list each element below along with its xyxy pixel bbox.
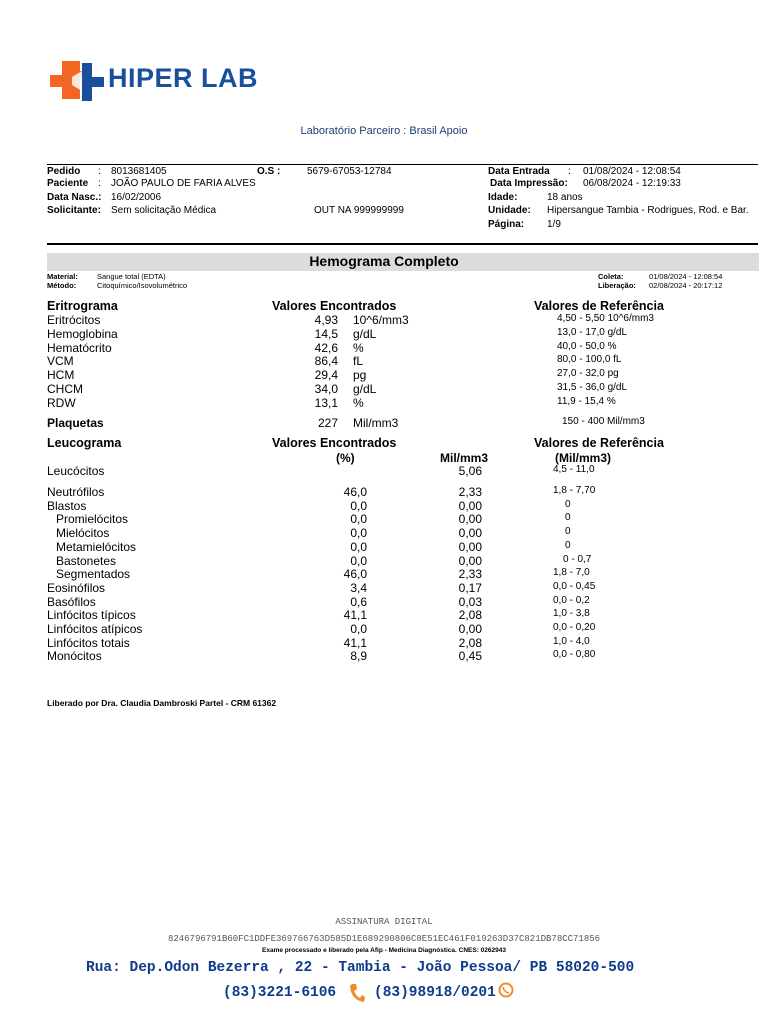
coleta-label: Coleta: bbox=[598, 272, 624, 281]
leuco-name: Monócitos bbox=[47, 649, 102, 664]
nasc-value: 16/02/2006 bbox=[111, 192, 162, 203]
eritro-name: HCM bbox=[47, 368, 75, 383]
eritro-ref: 40,0 - 50,0 % bbox=[557, 340, 617, 352]
eritro-unit: % bbox=[353, 340, 364, 355]
exam-title: Hemograma Completo bbox=[309, 253, 459, 269]
eritro-ref: 13,0 - 17,0 g/dL bbox=[557, 326, 628, 338]
metodo-value: Citoquímico/Isovolumétrico bbox=[97, 281, 188, 290]
eritro-name: Hemoglobina bbox=[47, 326, 118, 341]
eritro-ref: 11,9 - 15,4 % bbox=[557, 395, 616, 407]
leucocitos-ref: 4,5 - 11,0 bbox=[553, 464, 595, 475]
leuco-ref: 0,0 - 0,45 bbox=[553, 580, 596, 592]
eritro-ref: 31,5 - 36,0 g/dL bbox=[557, 382, 628, 393]
address: Rua: Dep.Odon Bezerra , 22 - Tambia - João Pessoa/ PB 58020-500 bbox=[86, 960, 635, 976]
material-value: Sangue total (EDTA) bbox=[97, 272, 166, 281]
phone-icon bbox=[349, 983, 365, 1003]
leuco-abs: 0,17 bbox=[458, 580, 482, 595]
eritro-unit: g/dL bbox=[353, 382, 377, 396]
leuco-pct: 0,6 bbox=[350, 594, 367, 609]
entrada-label: Data Entrada bbox=[488, 166, 550, 177]
eritro-ref: 27,0 - 32,0 pg bbox=[557, 368, 619, 380]
pedido-label: Pedido bbox=[47, 166, 81, 177]
impressao-label: Data Impressão: bbox=[490, 178, 568, 189]
leuco-ref: 0,0 - 0,2 bbox=[553, 594, 590, 606]
leuco-name: Metamielócitos bbox=[56, 539, 137, 554]
refunit-heading: (Mil/mm3) bbox=[555, 451, 612, 465]
pct-heading: (%) bbox=[336, 451, 355, 465]
eritro-value: 14,5 bbox=[314, 326, 338, 341]
paciente-value: JOÃO PAULO DE FARIA ALVES bbox=[111, 178, 256, 189]
eritro-value: 29,4 bbox=[314, 368, 338, 383]
leuco-ref: 1,0 - 4,0 bbox=[553, 635, 590, 647]
leuco-pct: 46,0 bbox=[343, 485, 367, 499]
eritro-name: Hematócrito bbox=[47, 340, 112, 355]
whatsapp: (83)98918/0201 bbox=[374, 985, 496, 1001]
leuco-ref: 0 bbox=[565, 498, 571, 510]
leuco-abs: 0,00 bbox=[458, 512, 482, 527]
brand-name: HIPER LAB bbox=[108, 63, 259, 93]
plaquetas-label: Plaquetas bbox=[47, 416, 104, 430]
plaquetas-unit: Mil/mm3 bbox=[353, 416, 399, 430]
signature-label: ASSINATURA DIGITAL bbox=[335, 917, 433, 927]
eritro-unit: g/dL bbox=[353, 326, 377, 341]
phone: (83)3221-6106 bbox=[223, 985, 337, 1001]
leuco-pct: 0,0 bbox=[350, 498, 367, 513]
eritro-name: RDW bbox=[47, 395, 76, 410]
eritro-unit: fL bbox=[353, 354, 364, 369]
leuco-pct: 8,9 bbox=[350, 649, 367, 664]
leuco-ref: 0,0 - 0,80 bbox=[553, 649, 596, 661]
leuco-ref: 1,8 - 7,0 bbox=[553, 567, 590, 579]
solicitante-value: Sem solicitação Médica bbox=[111, 205, 217, 216]
leuco-ref: 0,0 - 0,20 bbox=[553, 622, 596, 633]
leuco-name: Promielócitos bbox=[56, 512, 129, 527]
os-value: 5679-67053-12784 bbox=[307, 166, 392, 177]
eritro-ref-heading: Valores de Referência bbox=[534, 299, 664, 313]
leuco-name: Basófilos bbox=[47, 594, 96, 609]
unidade-value: Hipersangue Tambia - Rodrigues, Rod. e Bar. bbox=[547, 205, 749, 216]
logo-cross-icon bbox=[48, 55, 108, 105]
leuco-pct: 3,4 bbox=[350, 580, 367, 595]
eritro-value: 42,6 bbox=[314, 340, 338, 355]
leuco-ref: 0 bbox=[565, 512, 571, 524]
eritro-name: VCM bbox=[47, 354, 74, 369]
eritro-name: Eritrócitos bbox=[47, 313, 101, 327]
leuco-name: Linfócitos atípicos bbox=[47, 622, 143, 636]
leuco-ref: 0 bbox=[565, 539, 571, 551]
pagina-label: Página: bbox=[488, 219, 525, 230]
leuco-name: Linfócitos típicos bbox=[47, 608, 136, 623]
leuco-name: Blastos bbox=[47, 498, 87, 513]
leuco-pct: 41,1 bbox=[343, 635, 367, 650]
eritro-ref: 80,0 - 100,0 fL bbox=[557, 354, 622, 366]
leuco-name: Mielócitos bbox=[56, 526, 110, 541]
leucocitos-value: 5,06 bbox=[458, 464, 482, 478]
nasc-label: Data Nasc.: bbox=[47, 192, 102, 203]
leuco-abs: 2,33 bbox=[458, 485, 482, 499]
eritro-found-heading: Valores Encontrados bbox=[272, 299, 397, 313]
plaquetas-value: 227 bbox=[317, 416, 338, 430]
eritro-unit: pg bbox=[353, 368, 367, 383]
eritro-unit: 10^6/mm3 bbox=[353, 313, 409, 327]
leuco-pct: 41,1 bbox=[343, 608, 367, 623]
coleta-value: 01/08/2024 - 12:08:54 bbox=[649, 272, 723, 281]
leuco-ref: 0 bbox=[565, 526, 571, 538]
leuco-pct: 0,0 bbox=[350, 553, 367, 568]
idade-label: Idade: bbox=[488, 192, 518, 203]
leuco-ref-heading: Valores de Referência bbox=[534, 436, 664, 450]
leuco-name: Segmentados bbox=[56, 567, 131, 582]
eritro-unit: % bbox=[353, 395, 364, 410]
eritro-value: 4,93 bbox=[314, 313, 338, 327]
impressao-value: 06/08/2024 - 12:19:33 bbox=[583, 178, 681, 189]
os-label: O.S : bbox=[257, 166, 281, 177]
processed-note: Exame processado e liberado pela Afip - Medicina Diagnóstica. CNES: 0262943 bbox=[262, 947, 506, 954]
leuco-found-heading: Valores Encontrados bbox=[272, 436, 397, 450]
eritro-value: 13,1 bbox=[314, 395, 338, 410]
eritro-ref: 4,50 - 5,50 10^6/mm3 bbox=[557, 313, 654, 324]
paciente-label: Paciente bbox=[47, 178, 89, 189]
leuco-name: Bastonetes bbox=[56, 553, 117, 568]
leuco-abs: 0,00 bbox=[458, 553, 482, 568]
leuco-abs: 2,08 bbox=[458, 635, 482, 650]
liberacao-label: Liberação: bbox=[598, 281, 636, 290]
pagina-value: 1/9 bbox=[547, 219, 561, 230]
leuco-abs: 2,08 bbox=[458, 608, 482, 623]
out-value: OUT NA 999999999 bbox=[314, 205, 404, 216]
eritro-value: 86,4 bbox=[314, 354, 338, 369]
leuco-pct: 0,0 bbox=[350, 526, 367, 541]
mil-heading: Mil/mm3 bbox=[440, 451, 489, 465]
leuco-ref: 1,0 - 3,8 bbox=[553, 608, 590, 620]
pedido-value: 8013681405 bbox=[111, 166, 167, 177]
liberacao-value: 02/08/2024 - 20:17:12 bbox=[649, 281, 723, 290]
material-label: Material: bbox=[47, 272, 78, 281]
leucograma-heading: Leucograma bbox=[47, 436, 122, 450]
leuco-ref: 1,8 - 7,70 bbox=[553, 485, 596, 496]
leuco-abs: 0,45 bbox=[458, 649, 482, 664]
leuco-pct: 0,0 bbox=[350, 512, 367, 527]
leuco-abs: 0,00 bbox=[458, 526, 482, 541]
signature-hash: 8246796791B60FC1DDFE369766763D585D1E689290806C8E51EC461F019263D37C821DB78CC71856 bbox=[167, 934, 601, 944]
eritro-name: CHCM bbox=[47, 382, 83, 396]
plaquetas-ref: 150 - 400 Mil/mm3 bbox=[562, 416, 645, 427]
leuco-pct: 0,0 bbox=[350, 539, 367, 554]
metodo-label: Método: bbox=[47, 281, 77, 290]
leuco-name: Linfócitos totais bbox=[47, 635, 130, 650]
leucocitos-label: Leucócitos bbox=[47, 464, 105, 478]
leuco-abs: 0,00 bbox=[458, 622, 482, 636]
leuco-abs: 0,00 bbox=[458, 539, 482, 554]
leuco-name: Neutrófilos bbox=[47, 485, 105, 499]
solicitante-label: Solicitante: bbox=[47, 205, 101, 216]
leuco-abs: 0,03 bbox=[458, 594, 482, 609]
leuco-abs: 0,00 bbox=[458, 498, 482, 513]
entrada-value: 01/08/2024 - 12:08:54 bbox=[583, 166, 681, 177]
whatsapp-icon bbox=[498, 982, 514, 998]
partner-line: Laboratório Parceiro : Brasil Apoio bbox=[300, 125, 468, 137]
hiperlab-logo bbox=[48, 55, 258, 105]
leuco-abs: 2,33 bbox=[458, 567, 482, 582]
eritrograma-heading: Eritrograma bbox=[47, 299, 118, 313]
leuco-pct: 0,0 bbox=[350, 622, 367, 636]
leuco-pct: 46,0 bbox=[343, 567, 367, 582]
leuco-name: Eosinófilos bbox=[47, 580, 106, 595]
eritro-value: 34,0 bbox=[314, 382, 338, 396]
leuco-ref: 0 - 0,7 bbox=[563, 553, 592, 565]
released-by: Liberado por Dra. Claudia Dambroski Partel - CRM 61362 bbox=[47, 698, 277, 708]
unidade-label: Unidade: bbox=[488, 205, 531, 216]
idade-value: 18 anos bbox=[547, 192, 583, 203]
